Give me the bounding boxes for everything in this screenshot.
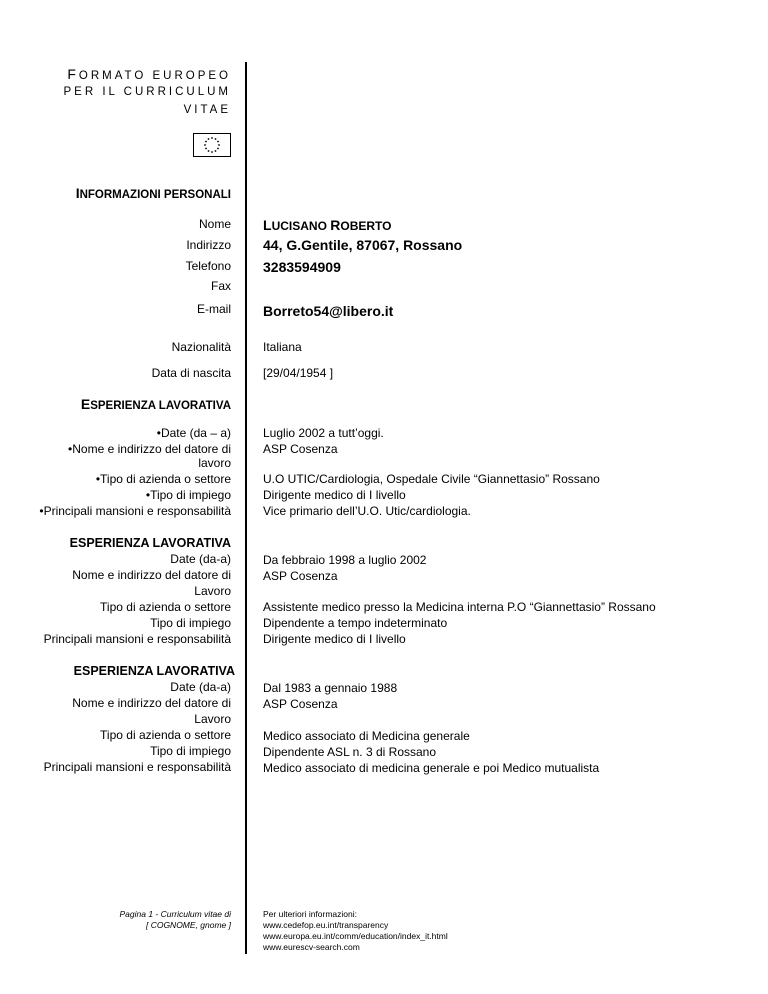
exp3-label-datore-1: Nome e indirizzo del datore di xyxy=(72,696,231,710)
exp1-value-tipo-impiego: Dirigente medico di I livello xyxy=(263,488,406,502)
exp3-value-tipo-azienda: Medico associato di Medicina generale xyxy=(263,729,470,743)
cv-title-line1: FORMATO EUROPEO xyxy=(67,66,231,82)
exp2-label-datore-2: Lavoro xyxy=(194,584,231,598)
cv-title-line3: VITAE xyxy=(183,104,231,116)
value-indirizzo: 44, G.Gentile, 87067, Rossano xyxy=(263,237,463,253)
label-data-nascita: Data di nascita xyxy=(151,366,231,380)
exp2-value-mansioni: Dirigente medico di I livello xyxy=(263,632,406,646)
exp2-value-tipo-azienda: Assistente medico presso la Medicina interna P.O “Giannettasio” Rossano xyxy=(263,600,656,614)
footer-links xyxy=(263,909,448,953)
experience1-heading: ESPERIENZA LAVORATIVA xyxy=(80,396,231,412)
exp3-label-mansioni: Principali mansioni e responsabilità xyxy=(43,760,231,774)
footer-link-cedefop[interactable]: www.cedefop.eu.int/transparency xyxy=(263,920,389,930)
exp3-value-datore: ASP Cosenza xyxy=(263,697,338,711)
exp2-value-tipo-impiego: Dipendente a tempo indeterminato xyxy=(263,616,448,630)
value-nome: LUCISANO ROBERTO xyxy=(263,217,392,233)
exp1-value-datore: ASP Cosenza xyxy=(263,442,338,456)
value-data-nascita: [29/04/1954 ] xyxy=(263,366,334,380)
eu-flag-icon xyxy=(193,133,231,157)
exp1-label-tipo-impiego: • Tipo di impiego xyxy=(146,488,231,502)
footer-link-europa[interactable]: www.europa.eu.int/comm/education/index_it.html xyxy=(263,931,448,941)
exp1-value-tipo-azienda: U.O UTIC/Cardiologia, Ospedale Civile “Giannettasio” Rossano xyxy=(263,472,600,486)
exp2-value-datore: ASP Cosenza xyxy=(263,569,338,583)
label-email: E-mail xyxy=(196,302,231,316)
value-nazionalita: Italiana xyxy=(263,340,302,354)
footer-page-line1: Pagina 1 - Curriculum vitae di xyxy=(119,909,231,919)
footer-page-info xyxy=(120,909,232,931)
exp3-label-date: Date (da-a) xyxy=(170,680,231,694)
label-indirizzo: Indirizzo xyxy=(186,238,231,252)
footer-link-eurescv[interactable]: www.eurescv-search.com xyxy=(263,942,360,952)
label-fax: Fax xyxy=(210,279,231,293)
exp1-label-date: • Date (da – a) xyxy=(157,426,231,440)
experience3-heading: ESPERIENZA LAVORATIVA xyxy=(73,664,235,678)
experience2-heading: ESPERIENZA LAVORATIVA xyxy=(69,536,231,550)
exp3-label-tipo-impiego: Tipo di impiego xyxy=(150,744,231,758)
exp1-value-mansioni: Vice primario dell’U.O. Utic/cardiologia. xyxy=(263,504,471,518)
label-telefono: Telefono xyxy=(185,259,231,273)
exp2-label-tipo-impiego: Tipo di impiego xyxy=(150,616,231,630)
exp3-value-date: Dal 1983 a gennaio 1988 xyxy=(263,681,398,695)
exp3-label-tipo-azienda: Tipo di azienda o settore xyxy=(100,728,231,742)
label-nazionalita: Nazionalità xyxy=(171,340,231,354)
exp1-label-mansioni: • Principali mansioni e responsabilità xyxy=(39,504,231,518)
exp1-label-datore-1: • Nome e indirizzo del datore di xyxy=(68,442,231,456)
exp2-label-mansioni: Principali mansioni e responsabilità xyxy=(43,632,231,646)
exp2-value-date: Da febbraio 1998 a luglio 2002 xyxy=(263,553,427,567)
value-email: Borreto54@libero.it xyxy=(263,303,394,319)
exp3-label-datore-2: Lavoro xyxy=(194,712,231,726)
footer-info-label: Per ulteriori informazioni: xyxy=(263,909,358,919)
exp2-label-tipo-azienda: Tipo di azienda o settore xyxy=(100,600,231,614)
footer-page-line2: [ COGNOME, gnome ] xyxy=(145,920,231,930)
exp2-label-datore-1: Nome e indirizzo del datore di xyxy=(72,568,231,582)
exp3-value-mansioni: Medico associato di medicina generale e poi Medico mutualista xyxy=(263,761,600,775)
cv-title-line2: PER IL CURRICULUM xyxy=(63,86,231,98)
exp3-value-tipo-impiego: Dipendente ASL n. 3 di Rossano xyxy=(263,745,437,759)
personal-info-heading: INFORMAZIONI PERSONALI xyxy=(75,185,231,201)
value-telefono: 3283594909 xyxy=(263,259,341,275)
exp1-label-datore-2: lavoro xyxy=(198,456,231,470)
exp2-label-date: Date (da-a) xyxy=(170,552,231,566)
label-nome: Nome xyxy=(198,217,231,231)
column-divider xyxy=(245,62,247,954)
exp1-label-tipo-azienda: • Tipo di azienda o settore xyxy=(96,472,231,486)
exp1-value-date: Luglio 2002 a tutt’oggi. xyxy=(263,426,384,440)
